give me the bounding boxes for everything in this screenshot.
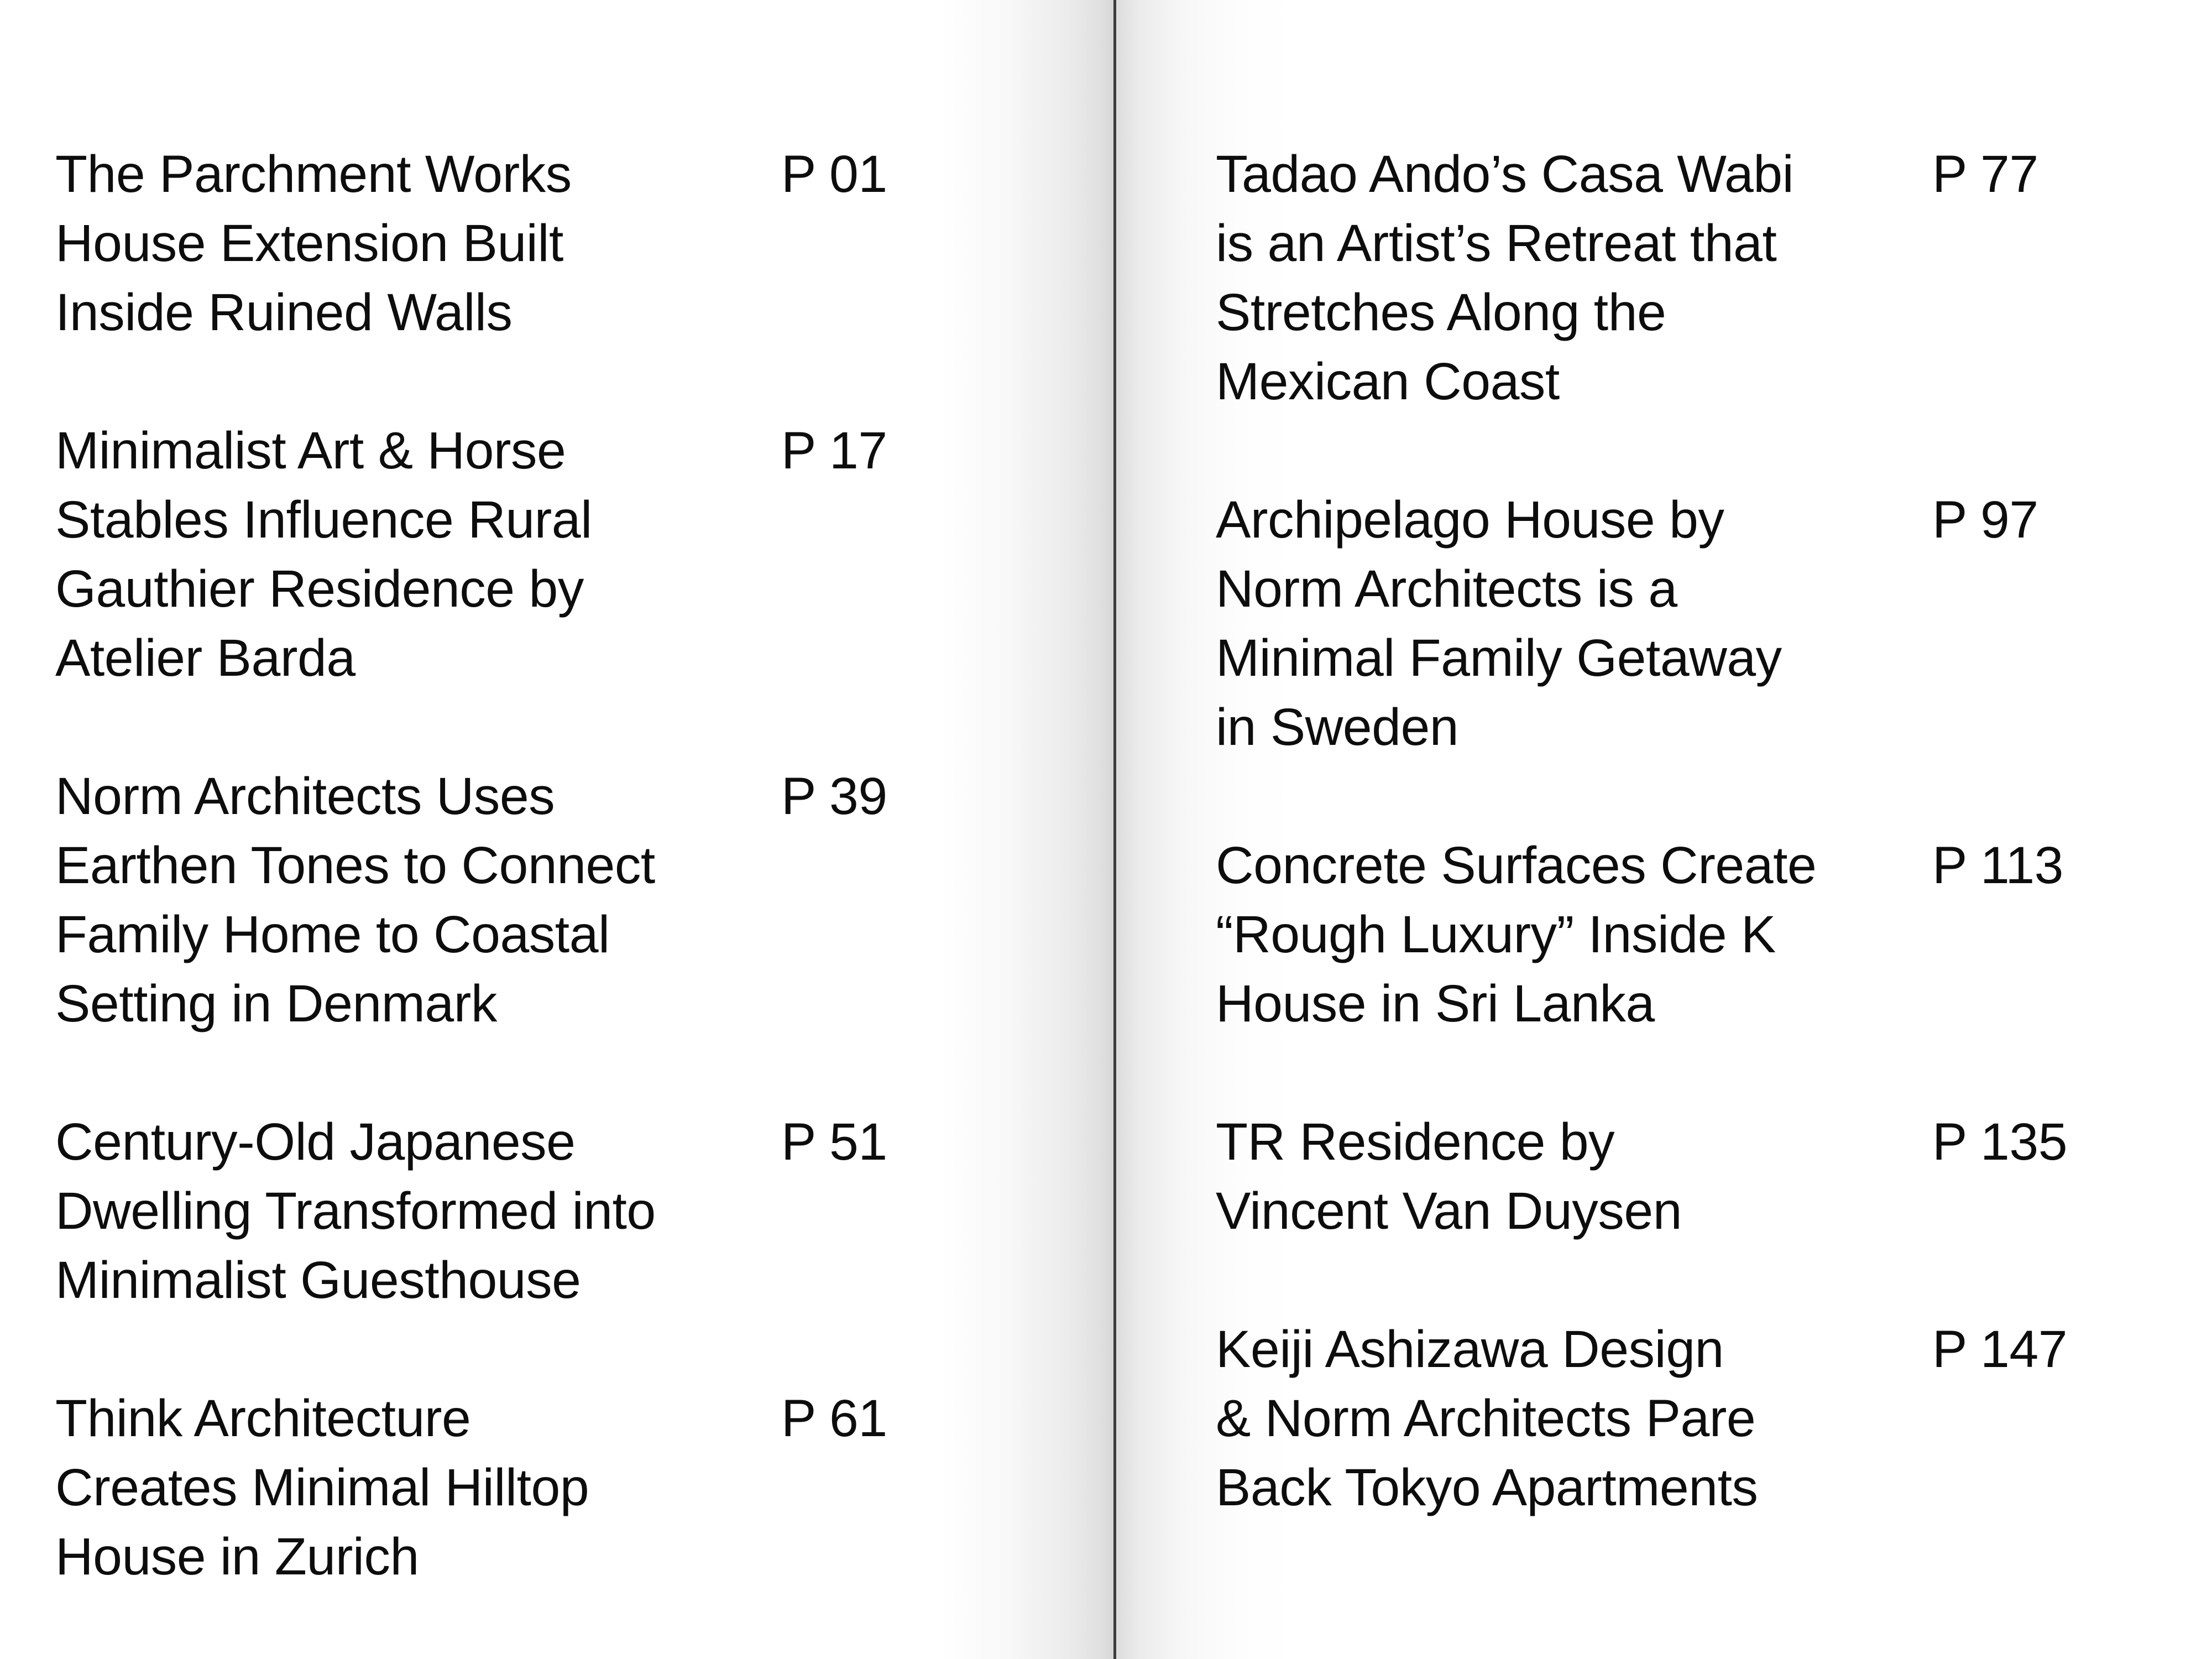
toc-entry-page-number: P 135 [1932, 1113, 2068, 1171]
toc-entry [1216, 1315, 2156, 1522]
toc-entry [55, 1384, 940, 1592]
toc-entry [1216, 831, 2156, 1039]
toc-entry-title: Tadao Ando’s Casa Wabi is an Artist’s Retreat that Stretches Along the Mexican Coast [1216, 145, 1794, 411]
toc-entry [1216, 140, 2156, 416]
toc-entry-title: Century-Old Japanese Dwelling Transformed into Minimalist Guesthouse [55, 1113, 656, 1310]
toc-entry-page-number: P 39 [781, 767, 887, 826]
toc-entry-page-number: P 51 [781, 1113, 887, 1171]
toc-entry-page-number: P 97 [1932, 491, 2038, 549]
toc-entry-title: Concrete Surfaces Create “Rough Luxury” Inside K House in Sri Lanka [1216, 836, 1817, 1033]
toc-entry-title: The Parchment Works House Extension Built Inside Ruined Walls [55, 145, 572, 342]
toc-entry-page-number: P 147 [1932, 1320, 2068, 1379]
toc-entry-page-number: P 01 [781, 145, 887, 204]
right-page [1116, 0, 2212, 1659]
toc-entry-title: Keiji Ashizawa Design & Norm Architects Pare Back Tokyo Apartments [1216, 1320, 1758, 1517]
toc-entry [55, 1108, 940, 1315]
toc-entry [55, 416, 940, 693]
toc-entry [1216, 486, 2156, 762]
toc-entry [55, 140, 940, 347]
toc-entry-title: Think Architecture Creates Minimal Hilltop House in Zurich [55, 1389, 589, 1586]
toc-entry-page-number: P 113 [1932, 836, 2063, 895]
toc-entry-title: Minimalist Art & Horse Stables Influence Rural Gauthier Residence by Atelier Barda [55, 421, 592, 687]
toc-entry [1216, 1108, 2156, 1246]
toc-entry-title: TR Residence by Vincent Van Duysen [1216, 1113, 1682, 1240]
toc-entry-page-number: P 61 [781, 1389, 887, 1448]
toc-entry-title: Archipelago House by Norm Architects is a Minimal Family Getaway in Sweden [1216, 491, 1782, 757]
toc-entry [55, 762, 940, 1039]
toc-entry-title: Norm Architects Uses Earthen Tones to Connect Family Home to Coastal Setting in Denmark [55, 767, 655, 1033]
toc-entry-page-number: P 77 [1932, 145, 2038, 204]
toc-entry-page-number: P 17 [781, 421, 887, 480]
